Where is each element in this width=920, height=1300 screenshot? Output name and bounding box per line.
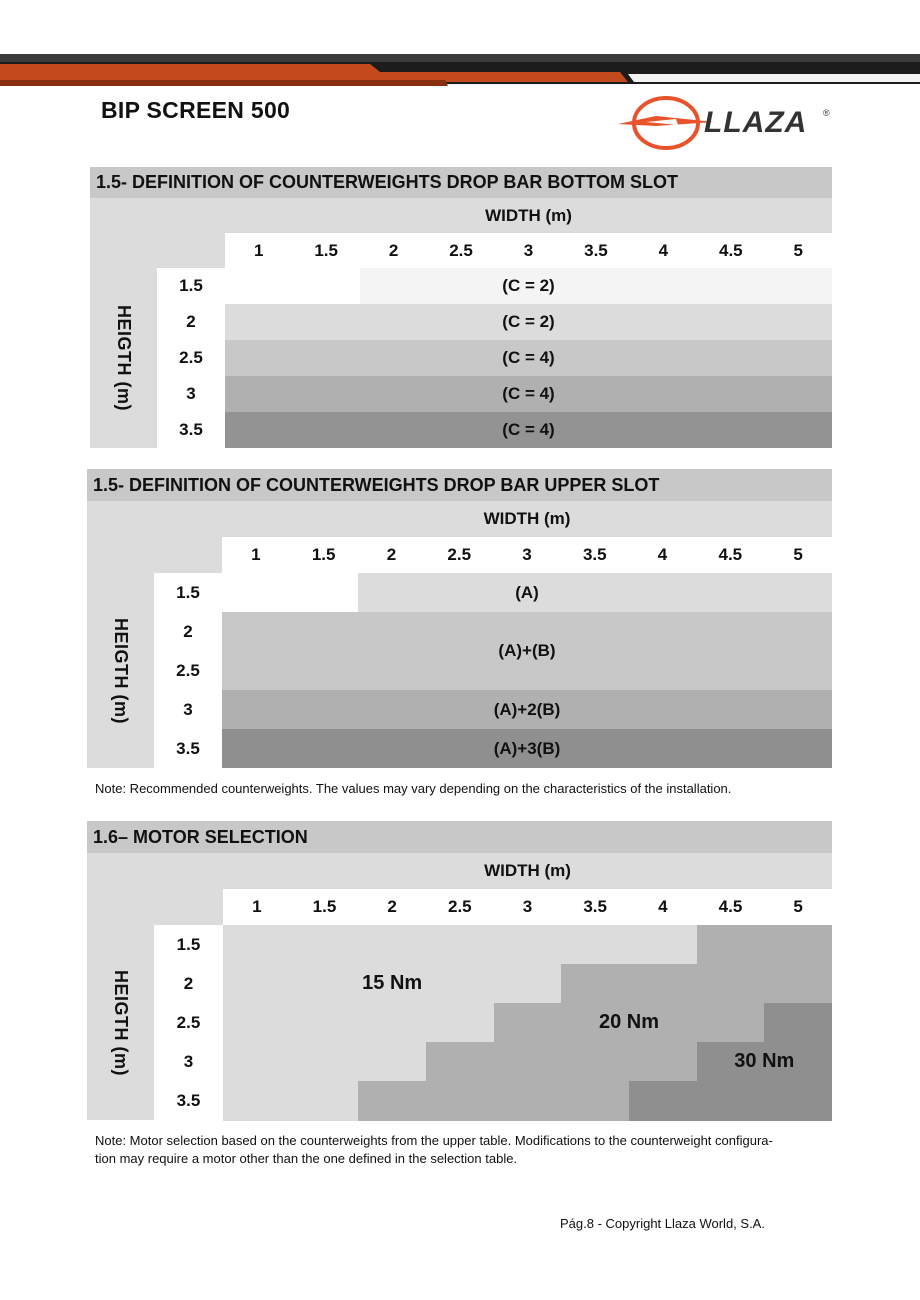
motor-zone-cell (561, 1042, 629, 1082)
motor-zone-cell (358, 1042, 426, 1082)
motor-zone-cell (561, 925, 629, 965)
motor-zone-cell (764, 925, 832, 965)
width-label: WIDTH (m) (222, 501, 832, 537)
width-value: 4.5 (718, 545, 743, 564)
width-value: 2.5 (449, 240, 473, 260)
motor-zone-cell (358, 1003, 426, 1043)
width-value: 2.5 (447, 545, 472, 564)
table-title: 1.5- DEFINITION OF COUNTERWEIGHTS DROP BAR BOTTOM SLOT (90, 167, 832, 198)
motor-zone-cell (291, 925, 359, 965)
motor-zone-cell (494, 925, 562, 965)
value-row-a-b: (A)+(B) (222, 612, 832, 690)
height-value: 2.5 (176, 1012, 201, 1032)
width-value: 3 (523, 240, 534, 260)
width-value: 3.5 (584, 240, 608, 260)
logo-mark-icon (616, 92, 716, 154)
corner-blank (90, 198, 225, 268)
note-motor-selection: Note: Motor selection based on the counterweights from the upper table. Modifications to the counterweight configura- tion may require a motor other than the one defined in the selection table. (95, 1133, 773, 1166)
motor-label-20nm: 20 Nm (598, 1011, 659, 1033)
logo-text: LLAZA (704, 106, 808, 139)
height-label: HEIGTH (m) (90, 268, 157, 448)
corner-blank (87, 853, 223, 925)
width-value: 3.5 (582, 545, 607, 564)
width-value: 4.5 (718, 897, 743, 916)
motor-zone-cell (561, 964, 629, 1004)
width-label: WIDTH (m) (225, 198, 832, 233)
height-value: 1.5 (176, 934, 201, 954)
table-title: 1.5- DEFINITION OF COUNTERWEIGHTS DROP BAR UPPER SLOT (87, 469, 832, 501)
value-row: (C = 2) (225, 268, 832, 304)
height-value: 3 (183, 1051, 194, 1071)
width-value: 5 (793, 897, 803, 916)
height-value: 3.5 (176, 738, 200, 758)
motor-zone-cell (697, 925, 765, 965)
motor-label-15nm: 15 Nm (362, 972, 423, 994)
width-value: 4 (658, 240, 669, 260)
motor-zone-cell (426, 925, 494, 965)
height-value: 2.5 (176, 660, 200, 680)
width-value: 3.5 (583, 897, 607, 916)
motor-zone-cell (629, 964, 697, 1004)
header-stripe (0, 0, 920, 100)
height-value: 1.5 (179, 276, 203, 295)
motor-zone-cell (494, 1003, 562, 1043)
motor-zone-cell (494, 964, 562, 1004)
width-value: 1.5 (311, 545, 336, 564)
motor-zone-cell (561, 1081, 629, 1121)
height-value: 2 (183, 973, 194, 993)
empty-cell (225, 268, 360, 304)
width-value: 4 (658, 897, 668, 916)
height-value: 2 (183, 621, 193, 641)
motor-zone-cell (426, 1042, 494, 1082)
width-value: 1 (251, 545, 261, 564)
value-row: (C = 4) (225, 376, 832, 412)
height-label: HEIGTH (m) (87, 925, 154, 1120)
value-row: (C = 4) (225, 340, 832, 376)
width-value: 1 (252, 897, 262, 916)
motor-zone-cell (223, 1003, 291, 1043)
value-row: (C = 4) (225, 412, 832, 448)
height-value: 2 (186, 312, 196, 331)
motor-zone-cell (223, 964, 291, 1004)
motor-zone-cell (764, 1003, 832, 1043)
motor-zone-cell (494, 1042, 562, 1082)
motor-zone-cell (358, 925, 426, 965)
motor-zone-cell (494, 1081, 562, 1121)
height-value: 3.5 (179, 420, 203, 439)
page-footer: Pág.8 - Copyright Llaza World, S.A. (560, 1216, 765, 1231)
motor-zone-cell (223, 1042, 291, 1082)
width-value: 1 (253, 240, 264, 260)
height-value: 3 (186, 384, 196, 403)
table-title: 1.6– MOTOR SELECTION (87, 821, 832, 853)
value-row-a-2b: (A)+2(B) (222, 690, 832, 729)
note-counterweights: Note: Recommended counterweights. The values may vary depending on the characteristics of the installation. (95, 781, 732, 796)
value-label-a: (A) (515, 582, 539, 602)
motor-zone-cell (697, 1003, 765, 1043)
width-value: 5 (793, 240, 803, 260)
motor-zone-cell (764, 964, 832, 1004)
value-row: (C = 2) (225, 304, 832, 340)
motor-zone-cell (426, 1081, 494, 1121)
width-label: WIDTH (m) (223, 853, 832, 889)
width-value: 1.5 (314, 240, 338, 260)
llaza-logo (616, 92, 836, 154)
motor-zone-cell (291, 1081, 359, 1121)
logo-registered: ® (823, 108, 830, 118)
motor-zone-cell (629, 1042, 697, 1082)
corner-blank (87, 501, 222, 573)
motor-zone-cell (223, 925, 291, 965)
motor-zone-cell (223, 1081, 291, 1121)
motor-zone-cell (426, 1003, 494, 1043)
motor-zone-cell (291, 1042, 359, 1082)
value-row-a-3b: (A)+3(B) (222, 729, 832, 768)
height-value: 3 (183, 699, 193, 719)
width-value: 5 (793, 545, 803, 564)
height-value: 3.5 (176, 1090, 201, 1110)
height-label: HEIGTH (m) (87, 573, 154, 768)
width-value: 2 (387, 897, 397, 916)
document-title: BIP SCREEN 500 (101, 97, 291, 123)
width-value: 4.5 (719, 240, 743, 260)
motor-zone-cell (629, 925, 697, 965)
width-value: 3 (522, 545, 532, 564)
width-value: 3 (522, 897, 533, 916)
height-value: 2.5 (179, 348, 203, 367)
motor-zone-cell (697, 1081, 765, 1121)
motor-zone-cell (697, 964, 765, 1004)
motor-zone-cell (358, 1081, 426, 1121)
width-value: 2 (388, 240, 399, 260)
width-value: 2.5 (448, 897, 472, 916)
width-value: 2 (386, 545, 397, 564)
height-value: 1.5 (176, 582, 200, 602)
motor-zone-cell (764, 1081, 832, 1121)
motor-zone-cell (629, 1081, 697, 1121)
width-value: 1.5 (312, 897, 337, 916)
width-value: 4 (657, 545, 668, 564)
motor-label-30nm: 30 Nm (734, 1050, 795, 1072)
motor-zone-cell (291, 1003, 359, 1043)
